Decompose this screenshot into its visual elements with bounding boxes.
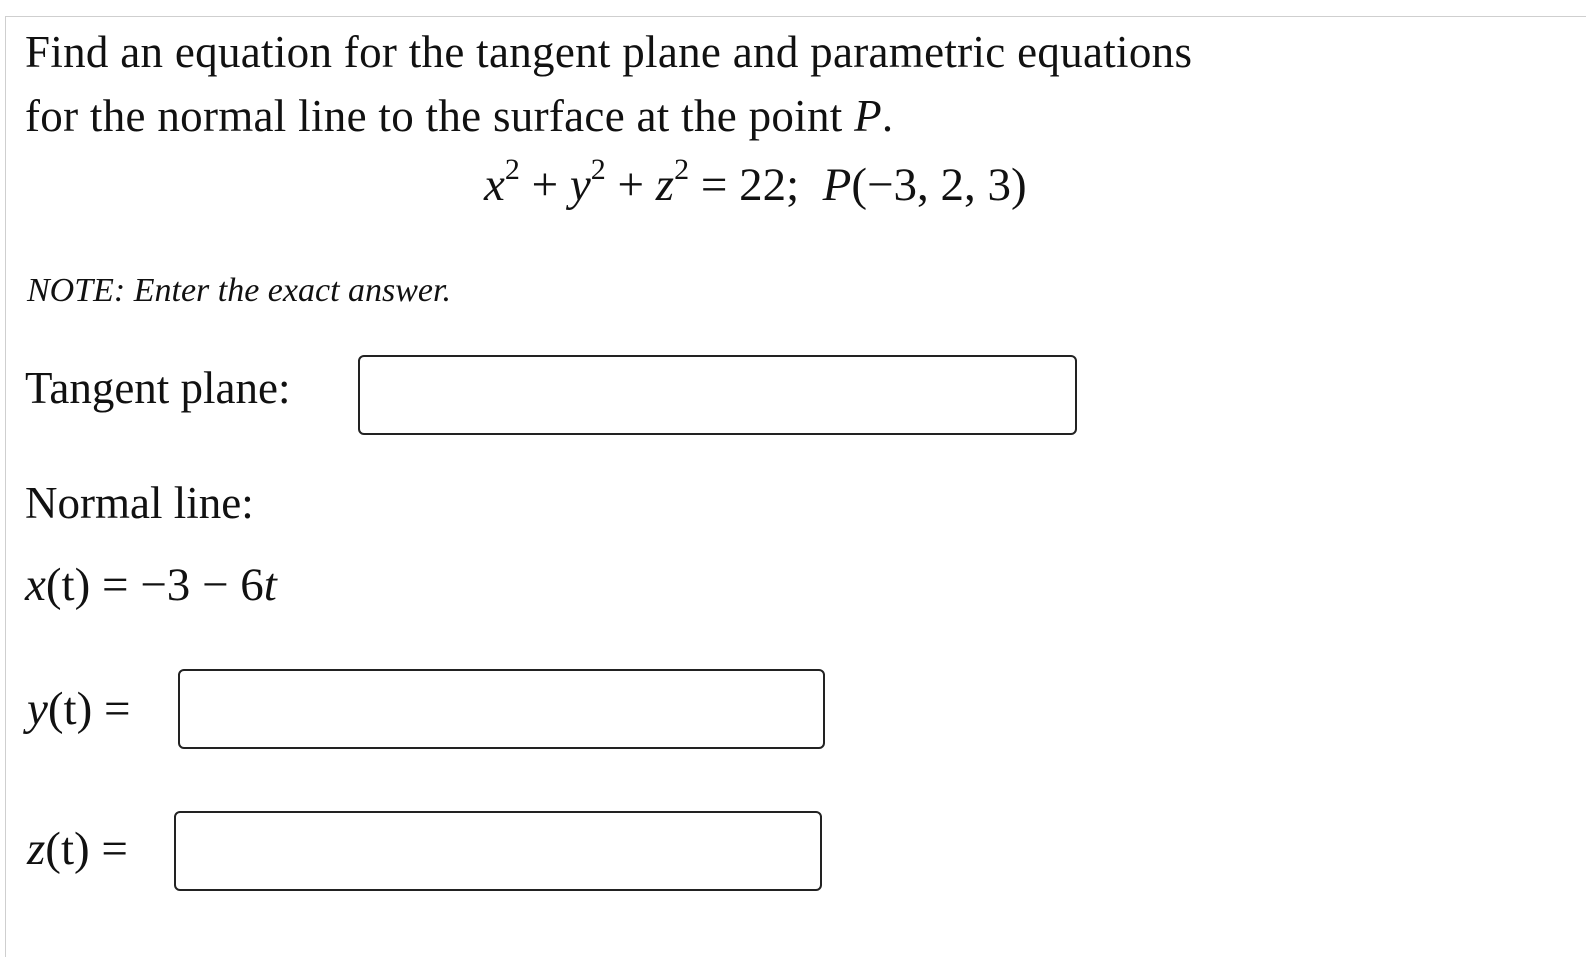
eq-rhs: 22; [739, 159, 800, 211]
normal-line-heading: Normal line: [25, 478, 254, 528]
eq-z-exp: 2 [674, 153, 690, 186]
eq-x-exp: 2 [504, 153, 520, 186]
eq-plus-2: + [617, 159, 645, 211]
z-t-input[interactable] [174, 811, 822, 891]
tangent-plane-input[interactable] [358, 355, 1077, 435]
question-line-1-text: Find an equation for the tangent plane and parametric equations [25, 27, 1193, 77]
eq-x-var: x [484, 159, 505, 211]
x-rhs-var: t [263, 559, 277, 611]
z-equals: = [101, 823, 128, 875]
z-equation-label [27, 822, 128, 876]
question-line-1 [25, 26, 1192, 78]
x-rhs: −3 − 6 [140, 559, 264, 611]
z-lhs-arg: (t) [45, 823, 90, 875]
question-line-2 [25, 90, 893, 142]
y-equals: = [104, 683, 131, 735]
x-equals: = [102, 559, 129, 611]
y-t-input[interactable] [178, 669, 825, 749]
eq-equals: = [700, 159, 728, 211]
y-equation-label [27, 682, 131, 736]
x-equation [25, 558, 277, 612]
eq-point-name: P [822, 159, 852, 211]
surface-equation [484, 153, 1027, 212]
eq-z-var: z [655, 159, 675, 211]
z-lhs-var: z [27, 823, 46, 875]
eq-y-var: y [569, 159, 591, 211]
y-lhs-var: y [27, 683, 48, 735]
x-lhs-arg: (t) [45, 559, 91, 611]
point-variable: P [854, 91, 882, 141]
note-text: NOTE: Enter the exact answer. [27, 272, 451, 309]
y-lhs-arg: (t) [47, 683, 93, 735]
question-line-2-prefix: for the normal line to the surface at the point [25, 91, 855, 141]
question-line-2-suffix: . [881, 91, 894, 141]
eq-plus-1: + [531, 159, 559, 211]
eq-point-coords: (−3, 2, 3) [851, 159, 1027, 211]
eq-y-exp: 2 [590, 153, 606, 186]
x-lhs-var: x [25, 559, 46, 611]
tangent-plane-label: Tangent plane: [25, 363, 291, 413]
